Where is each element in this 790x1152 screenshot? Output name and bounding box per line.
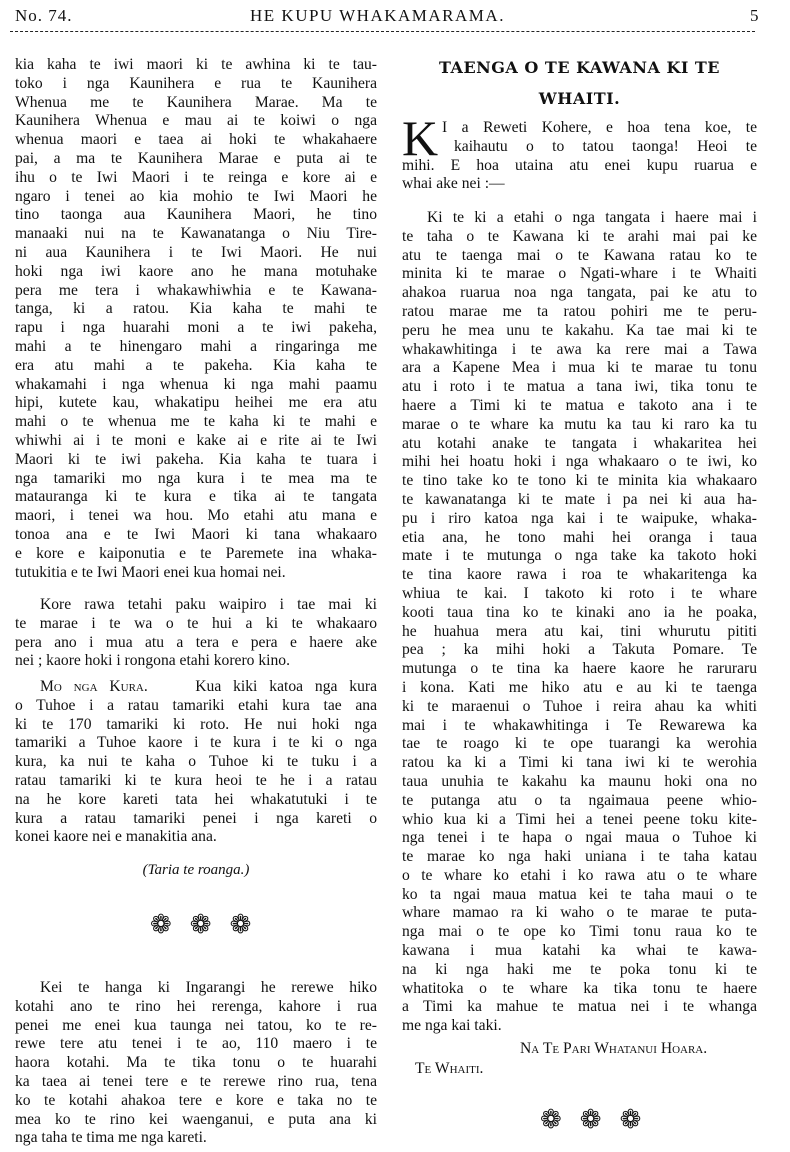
section-lead: Mo nga Kura.	[40, 678, 148, 695]
paragraph-line: peru he mea unu te kakahu. Ka tae mai ki te	[402, 321, 757, 339]
paragraph-line: te marae ko nga haki uniana i te taha katau	[402, 848, 757, 866]
drop-cap: K	[402, 110, 439, 166]
paragraph-line: te taha o te Kawana ki te arahi mai pai ke	[402, 227, 757, 245]
paragraph-line: mutunga o te tina ka haere kaore he raruraru	[402, 660, 757, 678]
paragraph-line: pera me tera i whakawhiwhia e te Kawana-	[15, 281, 377, 299]
paragraph-line: te marae i te wa o te hui a ki te whakaaro	[15, 614, 377, 632]
paragraph-line: ahakoa ruarua noa nga tangata, pai ke atu to	[402, 284, 757, 302]
paragraph-line: nga taha te tima me nga kareti.	[15, 1129, 207, 1147]
paragraph-line: ihu o te Iwi Maori i te reinga e kore ai e	[15, 168, 377, 186]
paragraph-line: mai i te whakawhitinga i Te Rewarewa ka	[402, 716, 757, 734]
article-title-line-2: WHAITI.	[538, 89, 621, 108]
paragraph-line: mahi o te whenua me te kaha ki te mahi e	[15, 413, 377, 431]
intro-paragraph	[402, 119, 757, 194]
paragraph-line: I a Reweti Kohere, e hoa tena koe, te	[442, 119, 757, 136]
paragraph-line: hipi, kutete kau, whakatipu heihei me era atu	[15, 394, 377, 412]
line-text: Kua kiki katoa nga kura	[195, 678, 378, 695]
paragraph-line: te tina kaore rawa i roa te whakaritenga ka	[402, 566, 757, 584]
paragraph-line: Maori ki te iwi pakeha. Kia kaha te tuara i	[15, 450, 377, 468]
ornament-flowers-icon: ❁❁❁	[540, 1105, 660, 1135]
paragraph-line: te tino take ko te tono ki te minita kia whakaaro	[402, 472, 757, 490]
paragraph-line: te putanga atu o ta ngaimaua peene whio-	[402, 791, 757, 809]
paragraph-line: whiua te kai. I takoto ki roto i te whare	[402, 584, 757, 602]
paragraph-line: atu kotahi anake te tangata i whakaritea hei	[402, 434, 757, 452]
paragraph-line: kura, ka nui te kaha o Tuhoe ki te tuku i a	[15, 753, 377, 771]
paragraph-line: maori, i tenei wa hou. Mo etahi atu mana e	[15, 507, 377, 525]
paragraph-line: ni aua Kaunihera i te Iwi Maori. He nui	[15, 243, 377, 261]
paragraph-line: whatitoka o te whare ka tika tonu te haere	[402, 979, 757, 997]
paragraph-line: mihi. E hoa utaina atu enei kupu ruarua e	[402, 156, 757, 174]
paragraph-line: kaihautu o to tatou taonga! Heoi te	[454, 137, 757, 155]
paragraph-line: nga tamariki mo nga kura i te mea ma te	[15, 469, 377, 487]
paragraph-line: haora kotahi. Ma te tika tonu o te huarahi	[15, 1054, 377, 1072]
left-paragraph-schools	[15, 678, 377, 847]
left-paragraph-2	[15, 596, 377, 671]
ornament-flowers-icon: ❁❁❁	[150, 910, 270, 940]
paragraph-line: nga tenei i te hapa o ngai maua o Tuhoe ki	[402, 829, 757, 847]
paragraph-line: atu te taenga mai o te Kawana ratau ko te	[402, 246, 757, 264]
paragraph-line: pu i riro katoa nga kai i te waipuke, whaka-	[402, 509, 757, 527]
paragraph-line: he huahua mera atu kai, tini whurutu pititi	[402, 622, 757, 640]
paragraph-line: manaaki nui na te Kawanatanga o Niu Tire-	[15, 225, 377, 243]
paragraph-line: etia ana, he tono mahi hei oranga i taua	[402, 528, 757, 546]
paragraph-line: taua unuhia te kakahu ka maunu hoki ona no	[402, 772, 757, 790]
paragraph-line: rewe tere atu tenei i te ao, 110 maero i te	[15, 1035, 377, 1053]
paragraph-line: rapu i nga huarahi moni a te iwi pakeha,	[15, 319, 377, 337]
article-title	[402, 52, 757, 114]
paragraph-lines	[15, 697, 377, 847]
paragraph-line: o te whare ko etahi i ko rawa atu o te whare	[402, 866, 757, 884]
paragraph-line: penei me enei kua taunga nei tatou, ko te re-	[15, 1016, 377, 1034]
paragraph-line: ratou marae me ta ratou pohiri me te peru-	[402, 302, 757, 320]
paragraph-line: tae te roago ki te ope tuarangi ka werohia	[402, 735, 757, 753]
paragraph-line: ratou ka ki a Timi ki tana iwi ki te werohia	[402, 754, 757, 772]
paragraph-line: mahi a te hinengaro mahi a ringaringa me	[15, 337, 377, 355]
paragraph-line: hoki nga iwi kaore ano he mana motuhake	[15, 262, 377, 280]
paragraph-line: era atu mahi a te pakeha. Kia kaha te	[15, 356, 377, 374]
paragraph-line: Kei te hanga ki Ingarangi he rerewe hiko	[40, 979, 377, 996]
paragraph-line: kotahi ano te rino hei rerenga, kahore i rua	[15, 997, 377, 1015]
header-rule	[10, 31, 755, 32]
paragraph-line: a Timi ka mahue te matua nei i te whanga	[402, 998, 757, 1016]
paragraph-line	[15, 678, 377, 697]
paragraph-line: na ki nga haki me te poka tonu ki te	[402, 960, 757, 978]
paragraph-line: Whenua me te Kaunihera Marae. Ma te	[15, 93, 377, 111]
page-number: 5	[750, 6, 760, 25]
paragraph-line: ko te kotahi ahakoa tere e kore e taka no te	[15, 1091, 377, 1109]
paragraph-line: tanga, ki a ratou. Kia kaha te mahi te	[15, 300, 377, 318]
paragraph-line: whakamahi i nga whenua ki nga mahi paamu	[15, 375, 377, 393]
paragraph-line: marae o te whare ka mutu ka tau ki raro ka tu	[402, 415, 757, 433]
paragraph-line: whiwhi ai i te moni e kake ai e rite ai te Iwi	[15, 431, 377, 449]
paragraph-line: tino taonga aua Kaunihera Maori, he tino	[15, 206, 377, 224]
paragraph-line: whio kua ki a Timi hei a tenei peene toku kite-	[402, 810, 757, 828]
paragraph-line: ki te 170 tamariki ki roto. He nui hoki nga	[15, 715, 377, 733]
paragraph-line: ko ta ngai maua matua kei te taha maui o te	[402, 885, 757, 903]
paragraph-line: matauranga ki te kura e tika ai te tangata	[15, 488, 377, 506]
paragraph-line: pea ; ka mihi hoki a Takuta Pomare. Te	[402, 641, 757, 659]
to-be-continued: (Taria te roanga.)	[142, 862, 250, 878]
paragraph-line: o Tuhoe i a ratau tamariki etahi kura tae ana	[15, 696, 377, 714]
paragraph-line: ara a Kapene Mea i mua ki te marae tu tonu	[402, 359, 757, 377]
paragraph-line: e kore e kaiponutia e te Paremete ina whaka-	[15, 544, 377, 562]
paragraph-line: whare mamao ra ki waho o te marae te puta-	[402, 904, 757, 922]
paragraph-line: mihi hei hoatu hoki i nga whakaaro o te iwi, ko	[402, 453, 757, 471]
paragraph-line: ratau tamariki ki te kura heoi te he i a ratau	[15, 771, 377, 789]
paragraph-line: ki te maraenui o Tuhoe i reira ahau ka whiti	[402, 697, 757, 715]
paragraph-line: Kore rawa tetahi paku waipiro i tae mai ki	[40, 596, 377, 613]
paragraph-line: pai, a ma te Kaunihera Marae e puta ai te	[15, 149, 377, 167]
article-body	[402, 209, 757, 1036]
signature-place: Te Whaiti.	[415, 1060, 484, 1077]
paragraph-line: me nga kai taki.	[402, 1017, 502, 1035]
paragraph-line: tamariki a Tuhoe kaore i te kura i te ki o nga	[15, 734, 377, 752]
article-title-line-1: TAENGA O TE KAWANA KI TE	[439, 58, 720, 77]
paragraph-line: tonoa ana e te Iwi Maori ki tana whakaaro	[15, 525, 377, 543]
paragraph-line: te kawanatanga ki te mate i pa nei ki aua ha-	[402, 490, 757, 508]
paragraph-line: atu i roto i te matua a tana iwi, tika tonu te	[402, 378, 757, 396]
paragraph-line: tutukitia e te Iwi Maori enei kua homai nei.	[15, 563, 286, 581]
paragraph-line: mate i te mutunga o nga take ka takoto hoki	[402, 547, 757, 565]
paragraph-line: konei kaore nei e manakitia ana.	[15, 828, 217, 846]
left-paragraph-railway	[15, 979, 377, 1148]
paragraph-line: toko i nga Kaunihera e rua te Kaunihera	[15, 74, 377, 92]
paragraph-line: nei ; kaore hoki i rongona etahi korero kino.	[15, 652, 290, 670]
paragraph-line: minita ki te marae o Ngati-whare i te Whaiti	[402, 265, 757, 283]
newspaper-title: HE KUPU WHAKAMARAMA.	[250, 6, 505, 25]
paragraph-line: na he kore kareti tata hei whakatutuki i te	[15, 790, 377, 808]
paragraph-line: ka taea ai tenei tere e te rerewe rino rua, tena	[15, 1072, 377, 1090]
paragraph-line: pera ano i mua atu a tera e pera e haere ake	[15, 633, 377, 651]
paragraph-line: whakawhitinga i te awa ka rere mai a Tawa	[402, 340, 757, 358]
paragraph-line: whenua maori e taea ai hoki te whakahaere	[15, 131, 377, 149]
paragraph-line: kawana i mua katahi ka whai te kawa-	[402, 942, 757, 960]
paragraph-line: Ki te ki a etahi o nga tangata i haere mai i	[427, 209, 757, 226]
issue-number: No. 74.	[15, 6, 73, 25]
paragraph-line: whai ake nei :—	[402, 175, 505, 193]
paragraph-line: kura a ratau tamariki penei i nga kareti o	[15, 809, 377, 827]
paragraph-line: nga mai o te ope ko Timi tonu raua ko te	[402, 923, 757, 941]
paragraph-line: Kaunihera Whenua e mau ai te koiwi o nga	[15, 112, 377, 130]
left-paragraph-1	[15, 56, 377, 582]
paragraph-line: kooti taua tina ko te kinaki ano ia he poaka,	[402, 603, 757, 621]
signature: Na Te Pari Whatanui Hoara.	[520, 1040, 708, 1057]
paragraph-line: mea ko te rino kei waenganui, e puta ana ki	[15, 1110, 377, 1128]
paragraph-line: i kona. Kati me hiko atu e au ki te taenga	[402, 678, 757, 696]
paragraph-line: haere a Timi ki te matua e takoto ana i te	[402, 396, 757, 414]
paragraph-line: kia kaha te iwi maori ki te awhina ki te tau-	[15, 56, 377, 73]
paragraph-line: ngaro i tenei ao kia mohio te Iwi Maori he	[15, 187, 377, 205]
